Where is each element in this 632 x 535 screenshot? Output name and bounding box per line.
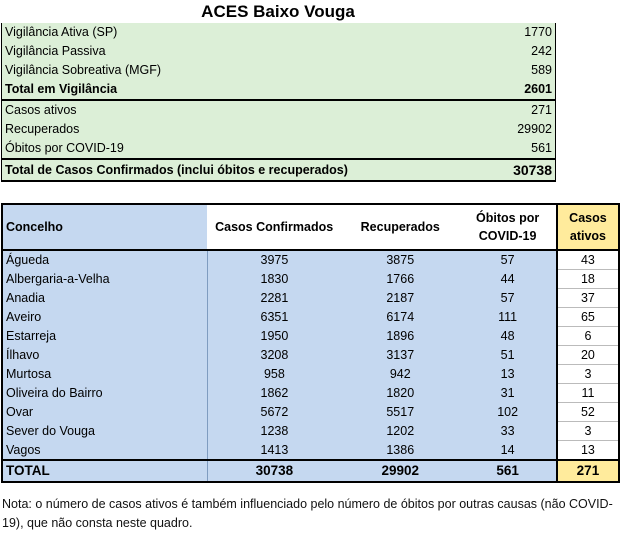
header-obitos-line2: COVID-19: [478, 229, 537, 243]
summary-row: [2, 120, 556, 139]
summary-label: Recuperados: [2, 120, 430, 139]
total-obitos: 561: [459, 460, 557, 482]
cell-obitos: 33: [459, 422, 557, 441]
summary-row-total-confirmados: [2, 159, 556, 181]
table-row: [2, 365, 619, 384]
total-label: TOTAL: [2, 460, 207, 482]
summary-value: 2601: [429, 80, 556, 100]
table-row: [2, 346, 619, 365]
cell-concelho: Aveiro: [2, 308, 207, 327]
table-row: [2, 403, 619, 422]
summary-row: [2, 139, 556, 159]
cell-concelho: Águeda: [2, 250, 207, 270]
cell-concelho: Sever do Vouga: [2, 422, 207, 441]
cell-ativos: 11: [557, 384, 619, 403]
cell-recuperados: 5517: [341, 403, 459, 422]
summary-label: Óbitos por COVID-19: [2, 139, 430, 159]
cell-ativos: 43: [557, 250, 619, 270]
cell-confirmados: 1950: [207, 327, 341, 346]
summary-value: 1770: [429, 23, 556, 42]
summary-row: [2, 100, 556, 120]
cell-ativos: 13: [557, 441, 619, 461]
page-title: ACES Baixo Vouga: [201, 2, 355, 21]
header-ativos-line1: Casos: [569, 211, 607, 225]
cell-concelho: Ílhavo: [2, 346, 207, 365]
summary-label: Total de Casos Confirmados (inclui óbitos e recuperados): [2, 159, 430, 181]
header-obitos-line1: Óbitos por: [476, 211, 540, 225]
cell-confirmados: 1830: [207, 270, 341, 289]
cell-obitos: 48: [459, 327, 557, 346]
cell-recuperados: 1896: [341, 327, 459, 346]
header-confirmados: Casos Confirmados: [207, 204, 341, 250]
cell-concelho: Estarreja: [2, 327, 207, 346]
cell-ativos: 20: [557, 346, 619, 365]
cell-confirmados: 1238: [207, 422, 341, 441]
cell-confirmados: 2281: [207, 289, 341, 308]
cell-recuperados: 6174: [341, 308, 459, 327]
cell-ativos: 6: [557, 327, 619, 346]
summary-label: Vigilância Passiva: [2, 42, 430, 61]
summary-label: Vigilância Ativa (SP): [2, 23, 430, 42]
table-total-row: [2, 460, 619, 482]
summary-value: 271: [429, 100, 556, 120]
cell-confirmados: 3975: [207, 250, 341, 270]
table-row: [2, 270, 619, 289]
cell-confirmados: 958: [207, 365, 341, 384]
cell-confirmados: 5672: [207, 403, 341, 422]
table-row: [2, 384, 619, 403]
summary-row: [2, 61, 556, 80]
table-row: [2, 441, 619, 461]
header-obitos: [459, 204, 557, 250]
cell-confirmados: 6351: [207, 308, 341, 327]
summary-row: [2, 42, 556, 61]
cell-ativos: 65: [557, 308, 619, 327]
cell-obitos: 31: [459, 384, 557, 403]
summary-value: 589: [429, 61, 556, 80]
total-ativos: 271: [557, 460, 619, 482]
cell-recuperados: 3137: [341, 346, 459, 365]
cell-obitos: 57: [459, 289, 557, 308]
cell-recuperados: 3875: [341, 250, 459, 270]
table-row: [2, 289, 619, 308]
cell-ativos: 3: [557, 422, 619, 441]
summary-value: 29902: [429, 120, 556, 139]
header-ativos-line2: ativos: [569, 229, 607, 243]
total-recuperados: 29902: [341, 460, 459, 482]
summary-label: Total em Vigilância: [2, 80, 430, 100]
cell-obitos: 44: [459, 270, 557, 289]
cell-concelho: Vagos: [2, 441, 207, 461]
summary-label: Casos ativos: [2, 100, 430, 120]
table-row: [2, 327, 619, 346]
summary-row: [2, 23, 556, 42]
cell-confirmados: 1413: [207, 441, 341, 461]
cell-recuperados: 1386: [341, 441, 459, 461]
table-row: [2, 422, 619, 441]
header-concelho: Concelho: [2, 204, 207, 250]
header-ativos: [557, 204, 619, 250]
cell-obitos: 51: [459, 346, 557, 365]
cell-recuperados: 2187: [341, 289, 459, 308]
cell-recuperados: 942: [341, 365, 459, 384]
cell-concelho: Albergaria-a-Velha: [2, 270, 207, 289]
cell-ativos: 18: [557, 270, 619, 289]
cell-confirmados: 1862: [207, 384, 341, 403]
table-row: [2, 308, 619, 327]
cell-concelho: Anadia: [2, 289, 207, 308]
cell-confirmados: 3208: [207, 346, 341, 365]
cell-obitos: 111: [459, 308, 557, 327]
cell-concelho: Murtosa: [2, 365, 207, 384]
cell-recuperados: 1202: [341, 422, 459, 441]
cell-concelho: Ovar: [2, 403, 207, 422]
cell-obitos: 13: [459, 365, 557, 384]
footnote: Nota: o número de casos ativos é também influenciado pelo número de óbitos por outras causas (não COVID-19), que não consta neste quadro.: [2, 497, 613, 530]
cell-ativos: 52: [557, 403, 619, 422]
cell-recuperados: 1820: [341, 384, 459, 403]
summary-value: 242: [429, 42, 556, 61]
cell-ativos: 37: [557, 289, 619, 308]
cell-ativos: 3: [557, 365, 619, 384]
summary-value: 30738: [429, 159, 556, 181]
table-header-row: [2, 204, 619, 250]
concelho-table: [1, 203, 620, 483]
summary-row-total-vigilancia: [2, 80, 556, 100]
cell-recuperados: 1766: [341, 270, 459, 289]
cell-concelho: Oliveira do Bairro: [2, 384, 207, 403]
header-recuperados: Recuperados: [341, 204, 459, 250]
summary-table: [1, 23, 556, 182]
summary-label: Vigilância Sobreativa (MGF): [2, 61, 430, 80]
summary-value: 561: [429, 139, 556, 159]
table-row: [2, 250, 619, 270]
cell-obitos: 57: [459, 250, 557, 270]
cell-obitos: 14: [459, 441, 557, 461]
cell-obitos: 102: [459, 403, 557, 422]
total-confirmados: 30738: [207, 460, 341, 482]
